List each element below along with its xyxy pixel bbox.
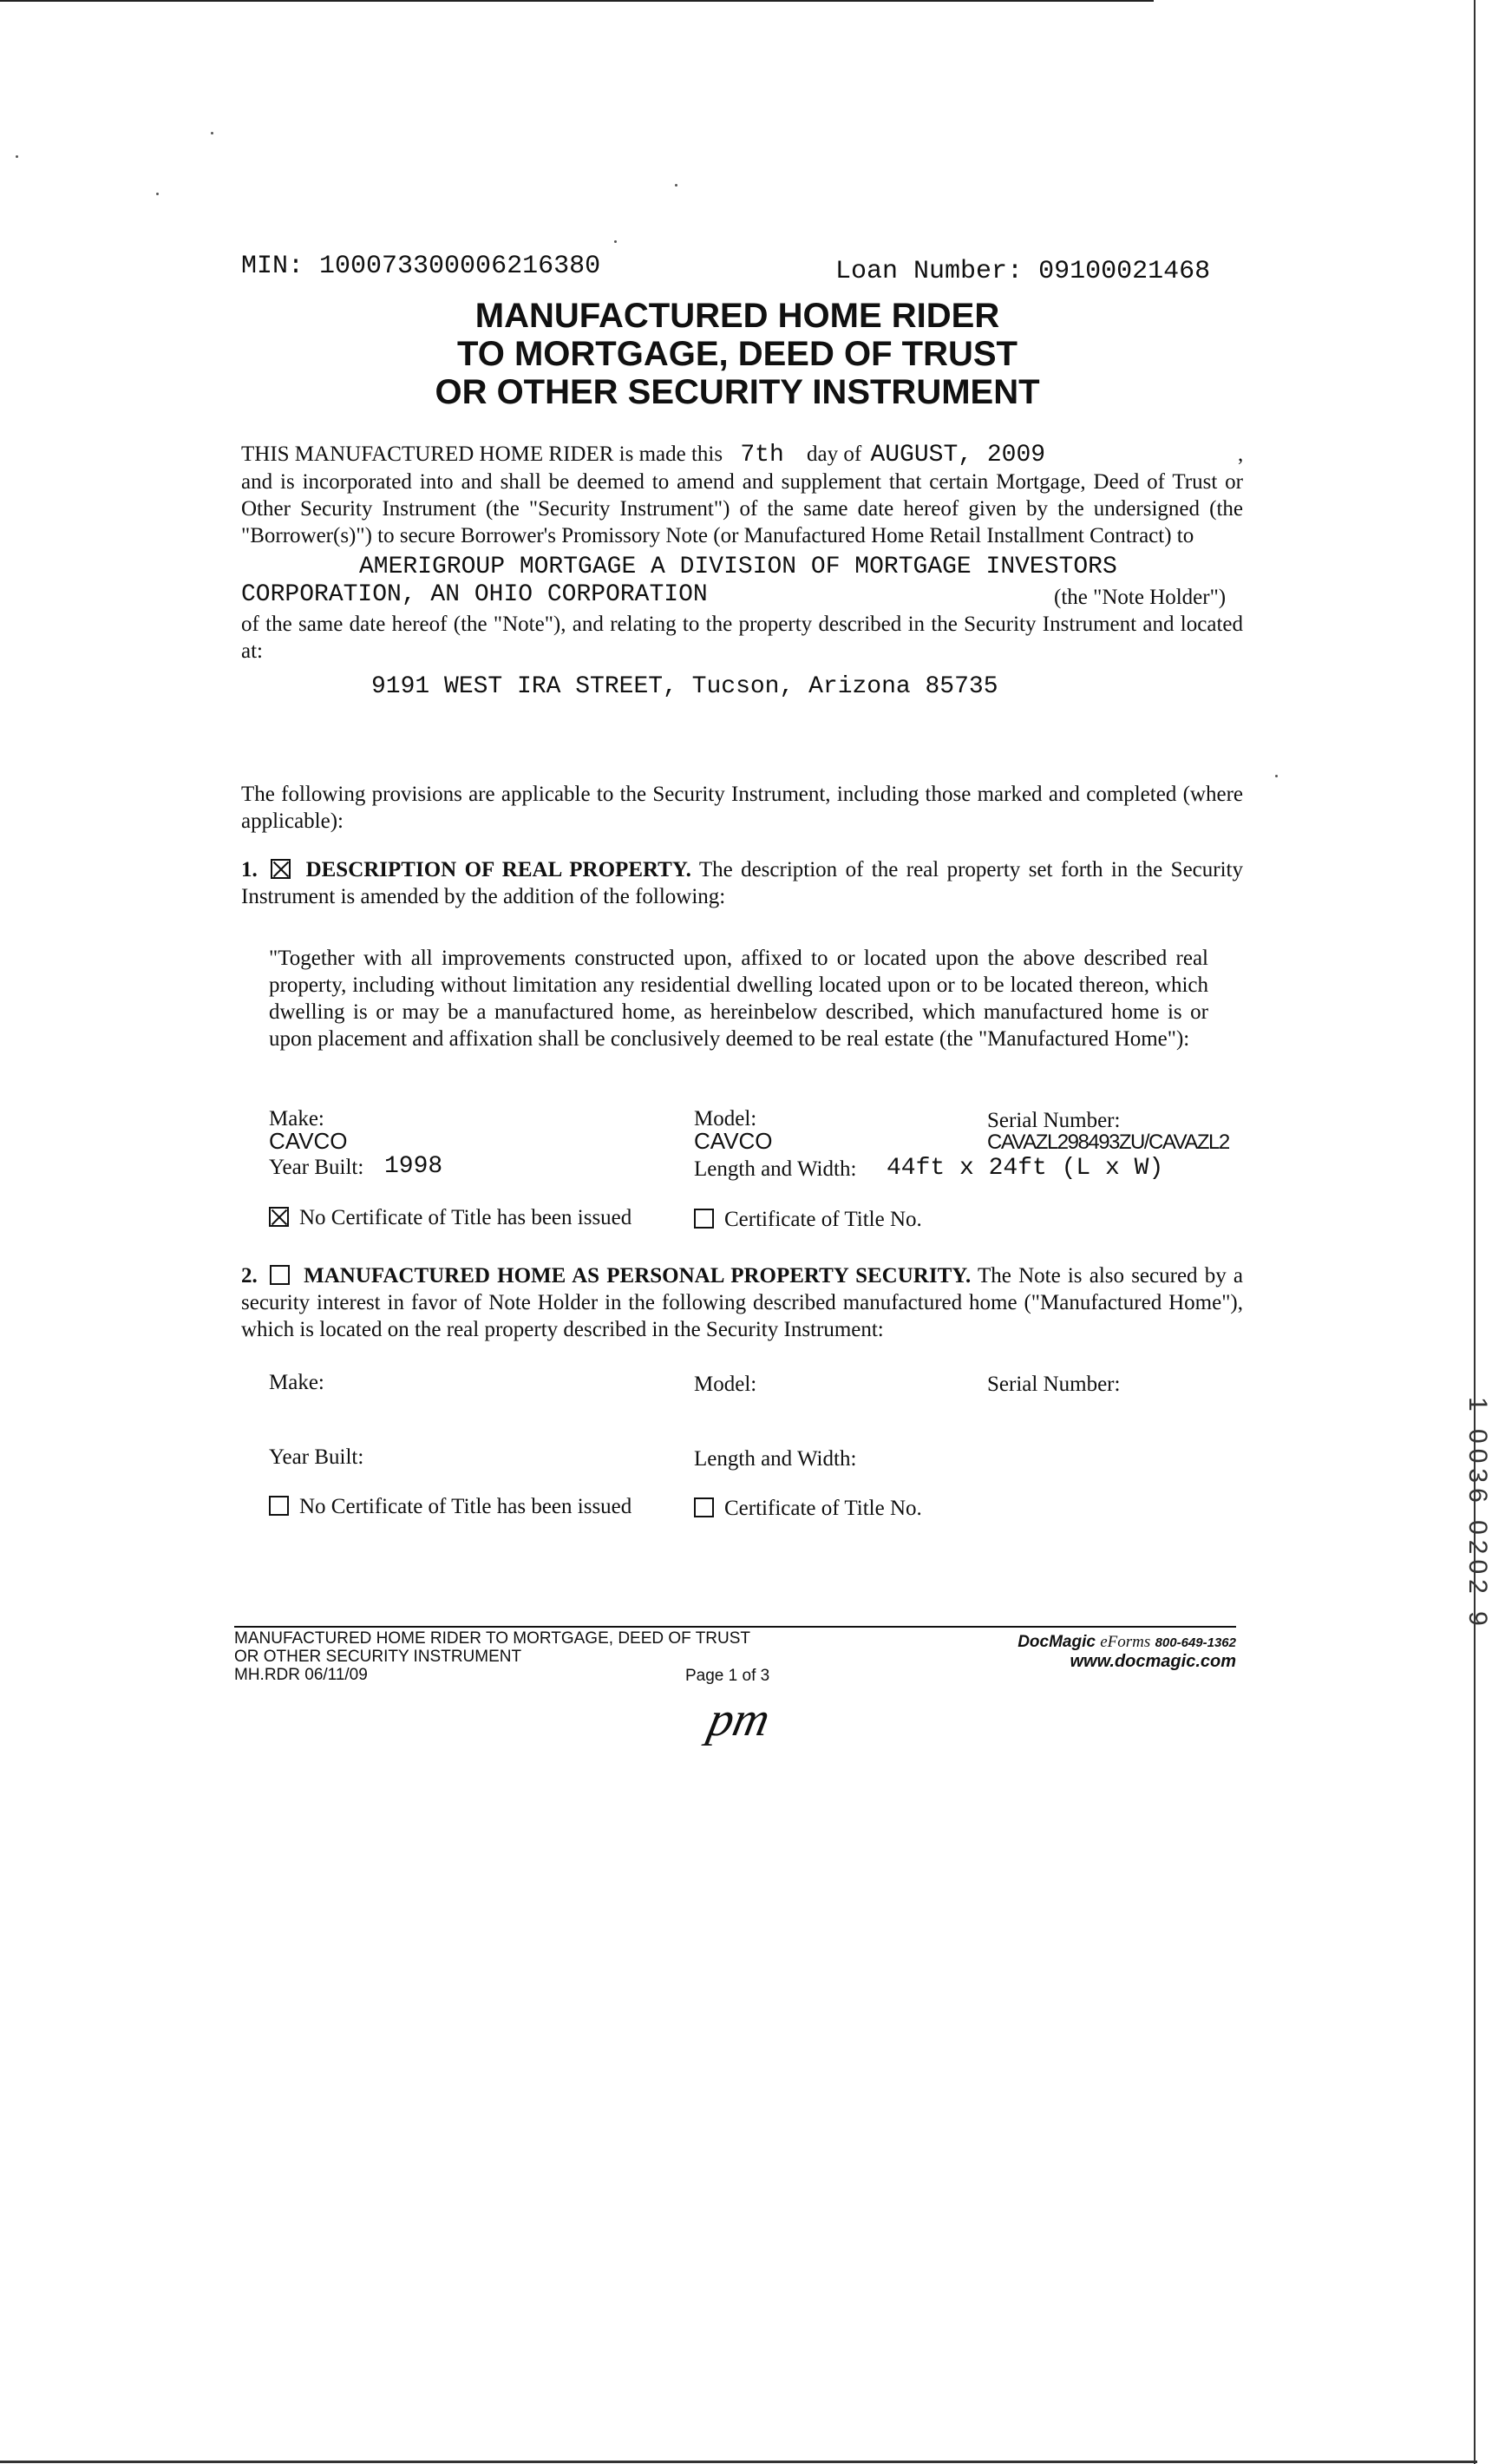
intro-day-value: 7th (740, 442, 784, 469)
loan-value: 0910002146​8 (1038, 257, 1211, 286)
footer-brand (954, 1633, 1236, 1652)
note-holder-label: (the "Note Holder") (1054, 586, 1227, 609)
section-2-heading: MANUFACTURED HOME AS PERSONAL PROPERTY SECURITY. (304, 1264, 972, 1288)
intro-first-line (241, 441, 1247, 469)
side-stamp: 1 0036 0202 9 (1463, 1397, 1492, 1631)
section-2 (241, 1262, 1243, 1343)
top-border (0, 0, 1154, 2)
s1-serial-label: Serial Number: (987, 1109, 1121, 1132)
section-2-text: The Note is also secured by a security interest in favor of Note Holder in the following described manufactured home ("Manufactured Home"), which is located on the real property described in the Security Instrument: (241, 1264, 1244, 1341)
s1-year-value: 1998 (384, 1153, 443, 1180)
initials: pm (703, 1693, 775, 1746)
s2-model-label: Model: (694, 1373, 757, 1396)
section-2-number: 2. (241, 1264, 258, 1288)
intro-day-of: day of (807, 442, 862, 466)
s2-length-label: Length and Width: (694, 1447, 857, 1471)
right-border (1474, 0, 1476, 2464)
s2-no-cert-checkbox[interactable] (269, 1496, 289, 1516)
s2-make-label: Make: (269, 1371, 324, 1394)
s1-no-cert-label: No Certificate of Title has been issued (299, 1206, 632, 1229)
s1-cert-checkbox[interactable] (694, 1209, 714, 1229)
footer-line-2: OR OTHER SECURITY INSTRUMENT (234, 1648, 522, 1666)
footer-phone: 800-649-1362 (1155, 1635, 1236, 1650)
section-1-heading: DESCRIPTION OF REAL PROPERTY. (305, 858, 691, 881)
intro-comma: , (1238, 442, 1244, 466)
property-address: 9191 WEST IRA STREET, Tucson, Arizona 85735 (371, 673, 998, 700)
footer-line-1: MANUFACTURED HOME RIDER TO MORTGAGE, DEED OF TRUST (234, 1629, 751, 1648)
s1-model-value: CAVCO (694, 1128, 773, 1154)
scan-speck (1275, 775, 1278, 777)
section-2-checkbox[interactable] (270, 1265, 290, 1285)
s1-no-cert-option (269, 1204, 631, 1231)
min-number (241, 252, 600, 281)
footer-website: www.docmagic.com (1070, 1652, 1236, 1671)
scan-speck (211, 132, 213, 134)
title-line-1: MANUFACTURED HOME RIDER (474, 297, 1000, 335)
s1-length-value: 44ft x 24ft (L x W) (887, 1155, 1164, 1182)
s1-length-label: Length and Width: (694, 1157, 857, 1181)
s2-no-cert-option (269, 1493, 631, 1520)
lender-line-1: AMERIGROUP MORTGAGE A DIVISION OF MORTGAGE INVESTORS (359, 554, 1117, 580)
intro-date-value: AUGUST, 2009 (870, 442, 1046, 469)
intro-paragraph-end: of the same date hereof (the "Note"), and relating to the property described in the Security Instrument and located at: (241, 613, 1243, 663)
bottom-border (0, 2461, 1477, 2463)
s2-year-label: Year Built: (269, 1445, 364, 1469)
intro-paragraph: and is incorporated into and shall be deemed to amend and supplement that certain Mortgage, Deed of Trust or Other Security Instrument (the "Security Instrument") of the same date hereof given by the undersigned (the "Borrower(s)") to secure Borrower's Promissory Note (or Manufactured Home Retail Installment Contract) to (241, 470, 1243, 547)
section-1 (241, 856, 1243, 910)
s2-cert-option (694, 1495, 922, 1522)
s1-cert-label: Certificate of Title No. (724, 1208, 922, 1231)
scan-speck (16, 155, 18, 158)
min-value: 100073300006216380 (319, 252, 601, 281)
scan-speck (156, 193, 159, 195)
s2-cert-label: Certificate of Title No. (724, 1497, 922, 1520)
intro-made-this: THIS MANUFACTURED HOME RIDER is made this (241, 442, 723, 466)
footer-left (234, 1629, 750, 1684)
s1-serial-value: CAVAZL298493ZU/CAVAZL2 (987, 1130, 1229, 1154)
s1-model-label: Model: (694, 1107, 757, 1130)
lender-line-2: CORPORATION, AN OHIO CORPORATION (241, 581, 708, 608)
page-title (330, 297, 1145, 411)
section-1-quote: "Together with all improvements constructed upon, affixed to or located upon the above described real property, including without limitation any residential dwelling located upon or to be located thereon, which dwelling is or may be a manufactured home, as hereinbelow described, which manufactured home is or upon placement and affixation shall be conclusively deemed to be real estate (the "Manufactured Home"): (269, 947, 1208, 1051)
s2-serial-label: Serial Number: (987, 1373, 1121, 1396)
footer-page: Page 1 of 3 (685, 1667, 770, 1685)
s1-make-value: CAVCO (269, 1128, 348, 1154)
s1-cert-option (694, 1206, 922, 1233)
section-1-number: 1. (241, 858, 258, 881)
loan-number (835, 257, 1210, 286)
s1-no-cert-checkbox[interactable] (269, 1207, 289, 1227)
s2-cert-checkbox[interactable] (694, 1497, 714, 1517)
section-1-checkbox[interactable] (271, 859, 291, 879)
eforms-logo: eForms (1100, 1633, 1151, 1651)
scan-speck (614, 240, 617, 243)
footer-rule (234, 1626, 1236, 1628)
min-label: MIN: (241, 252, 304, 281)
s1-year-label: Year Built: (269, 1156, 364, 1179)
title-line-3: OR OTHER SECURITY INSTRUMENT (435, 373, 1040, 411)
title-line-2: TO MORTGAGE, DEED OF TRUST (457, 335, 1018, 373)
footer-form-id: MH.RDR 06/11/09 (234, 1666, 368, 1684)
s1-make-label: Make: (269, 1107, 324, 1130)
s2-no-cert-label: No Certificate of Title has been issued (299, 1495, 632, 1518)
provisions-text: The following provisions are applicable to the Security Instrument, including those marked and completed (where applicable): (241, 783, 1243, 833)
section-1-text: The description of the real property set forth in the Security Instrument is amended by the addition of the following: (241, 858, 1243, 908)
docmagic-logo: DocMagic (1018, 1633, 1096, 1651)
loan-label: Loan Number: (835, 257, 1024, 286)
scan-speck (675, 184, 677, 187)
